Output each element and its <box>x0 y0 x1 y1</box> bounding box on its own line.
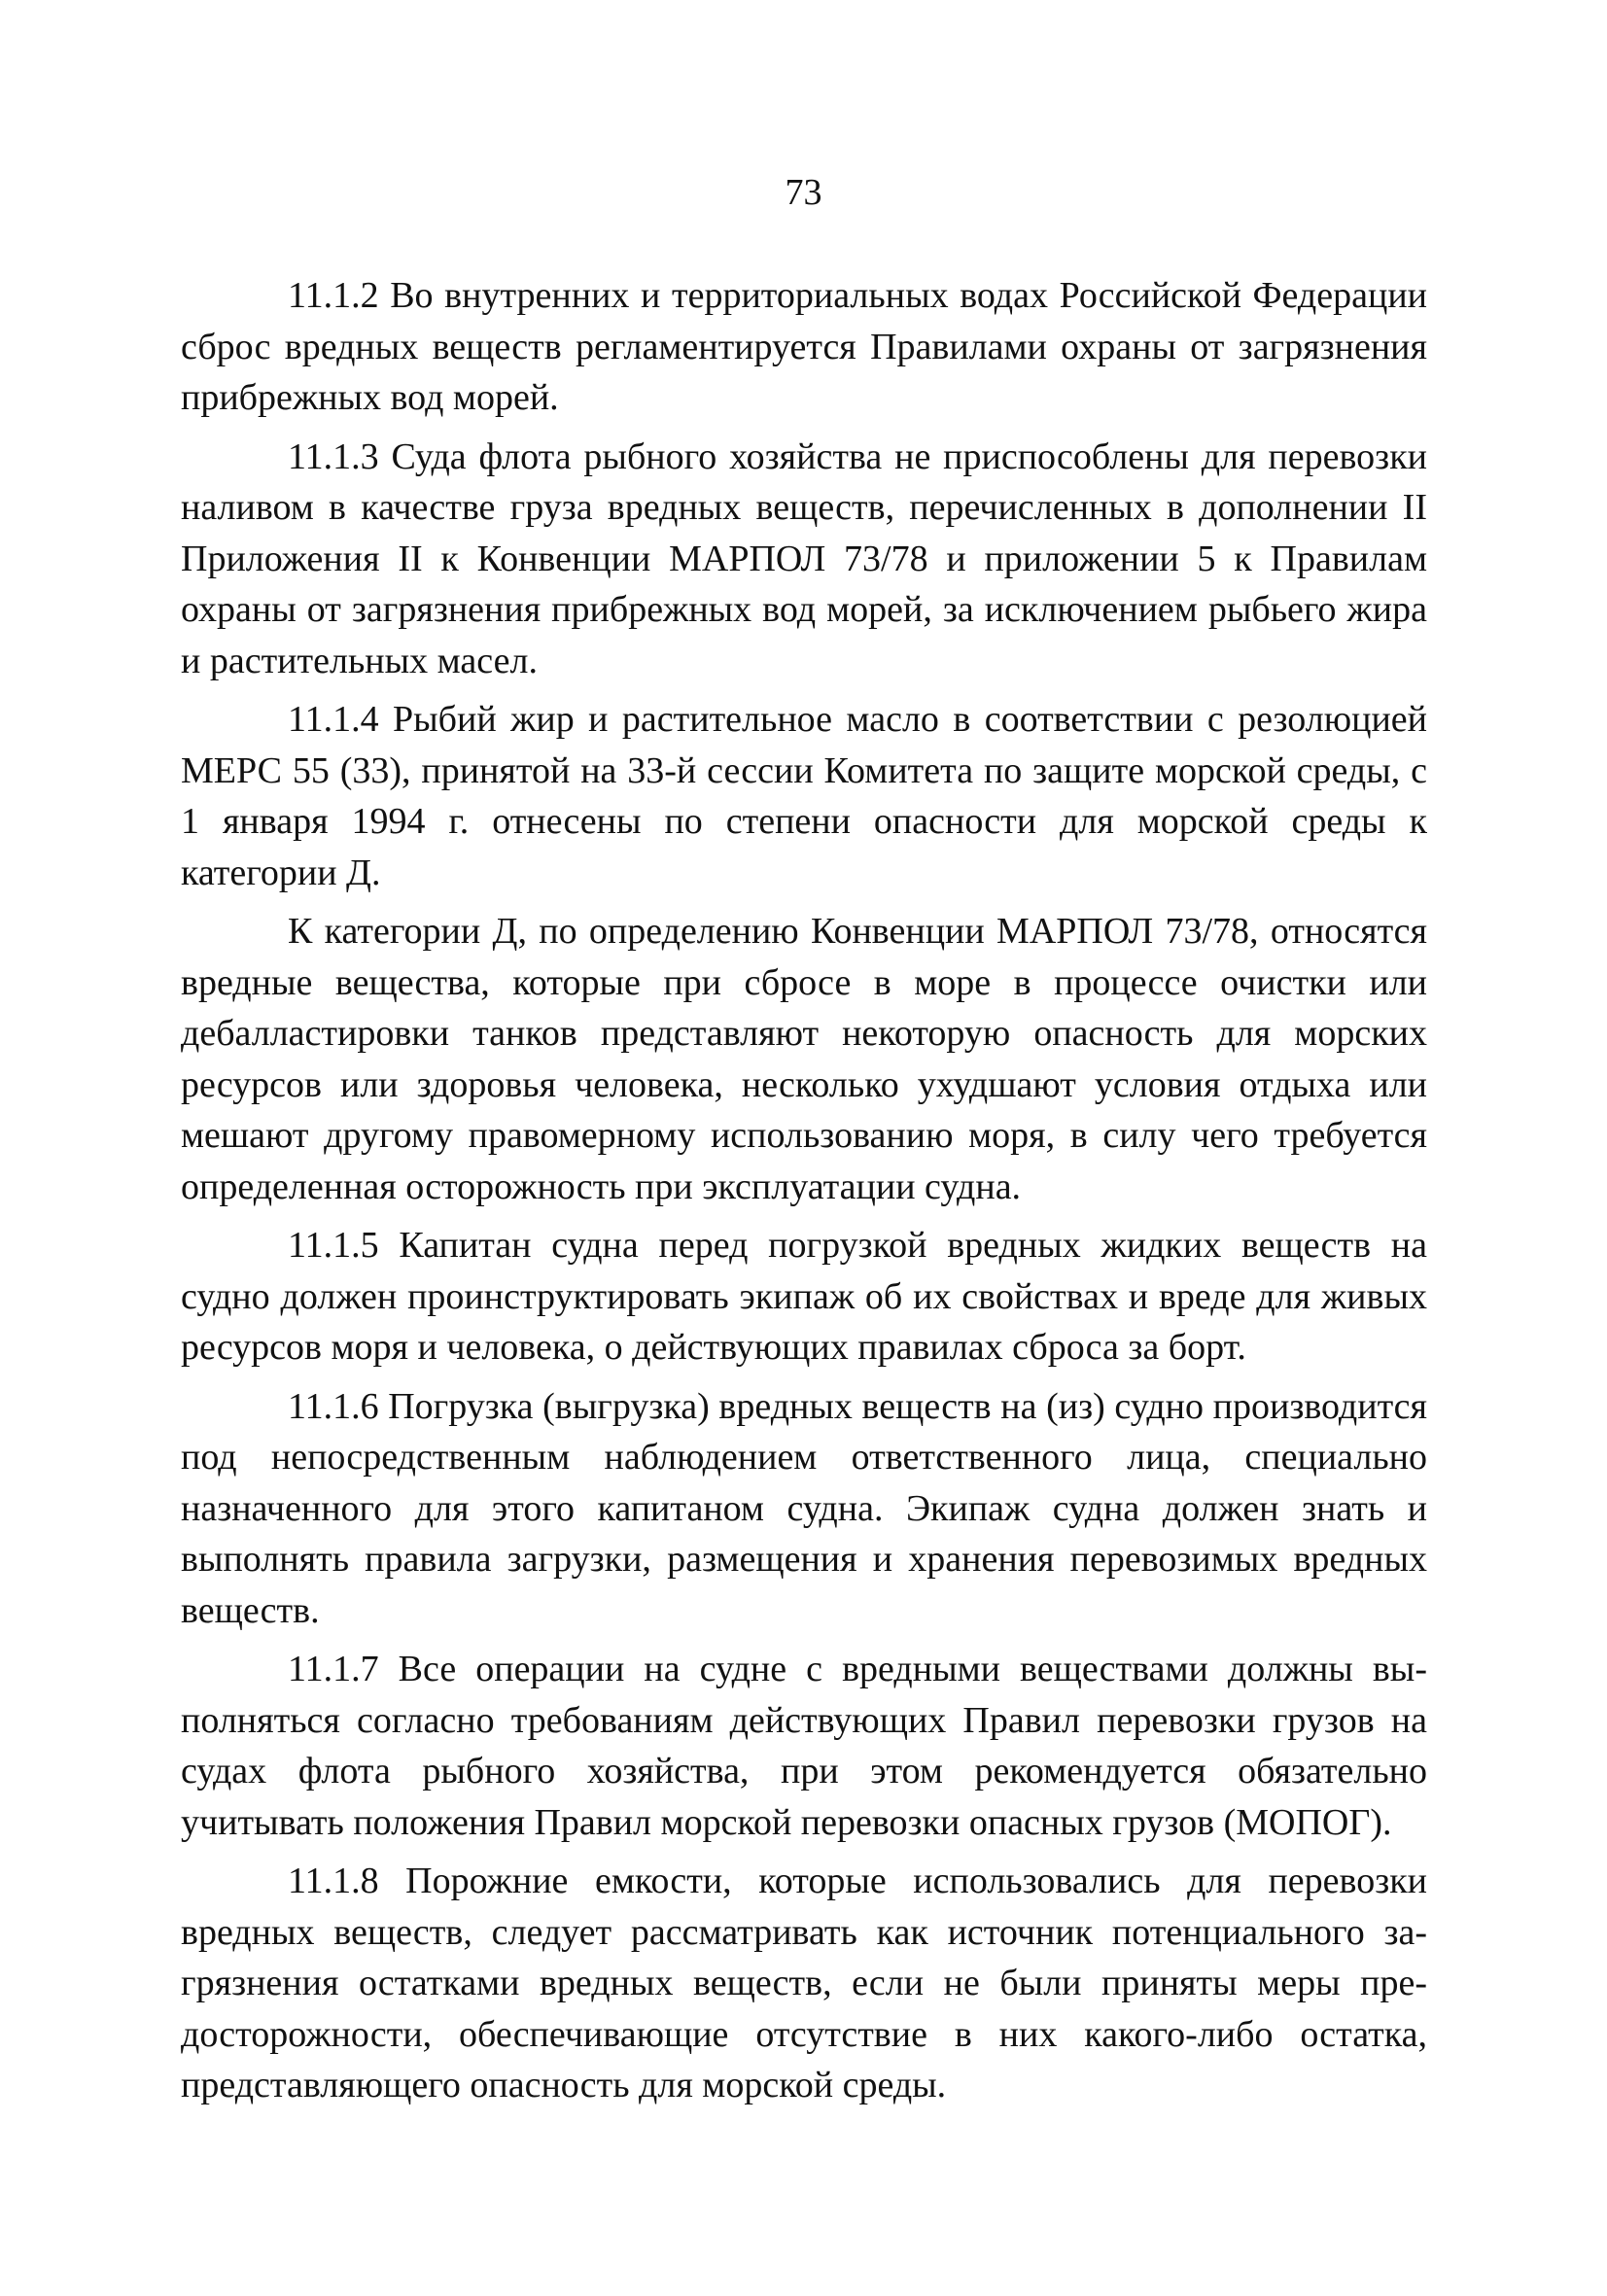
paragraph-11-1-7: 11.1.7 Все операции на судне с вредными веществами должны выполняться согласно требованиям действующих Правил перевозки грузов на судах флота рыбного хозяйства, при этом рекомендуется обязательно учитывать положения Правил морской перевозки опасных грузов (МОПОГ). <box>181 1649 1427 1843</box>
paragraph-11-1-2: 11.1.2 Во внутренних и территориальных водах Российской Федерации сброс вредных веществ регламентируется Правилами охраны от загрязнения прибрежных вод морей. <box>181 275 1427 418</box>
paragraph-11-1-8: 11.1.8 Порожние емкости, которые использовались для перевозки вредных веществ, следует рассматривать как источник потенциального загрязнения остатками вредных веществ, если не были приняты меры предосторожности, обеспечивающие отсутствие в них какого-либо остатка, представляющего опасность для морской среды. <box>181 1861 1427 2105</box>
paragraph-11-1-3: 11.1.3 Суда флота рыбного хозяйства не приспособлены для перевозки наливом в качестве груза вредных веществ, перечисленных в дополнении II Приложения II к Конвенции МАРПОЛ 73/78 и приложении 5 к Правилам охраны от загрязнения прибрежных вод морей, за исключением рыбьего жира и растительных масел. <box>181 435 1427 681</box>
paragraph-11-1-5: 11.1.5 Капитан судна перед погрузкой вредных жидких веществ на судно должен проинструктировать экипаж об их свойствах и вреде для живых ресурсов моря и человека, о действующих правилах сброса за борт. <box>181 1225 1427 1368</box>
paragraph-category-d: К категории Д, по определению Конвенции МАРПОЛ 73/78, относятся вредные вещества, которые при сбросе в море в процессе очистки или дебалластировки танков представляют некоторую опасность для морских ресурсов или здоровья человека, несколько ухудшают условия отдыха или мешают другому правомерному использованию моря, в силу чего требуется определенная осторожность при эксплуатации судна. <box>181 911 1427 1207</box>
paragraph-11-1-4: 11.1.4 Рыбий жир и растительное масло в соответствии с резолюцией МЕРС 55 (33), принятой на 33-й сессии Комитета по защите морской среды, с 1 января 1994 г. отнесены по степени опасности для морской среды к категории Д. <box>181 699 1427 893</box>
page-number: 73 <box>785 172 822 213</box>
body-text <box>181 270 1427 2119</box>
paragraph-11-1-6: 11.1.6 Погрузка (выгрузка) вредных веществ на (из) судно производится под непосредственным наблюдением ответственного лица, специально назначенного для этого капитаном судна. Экипаж судна должен знать и выполнять правила загрузки, размещения и хранения перевозимых вредных веществ. <box>181 1385 1427 1631</box>
